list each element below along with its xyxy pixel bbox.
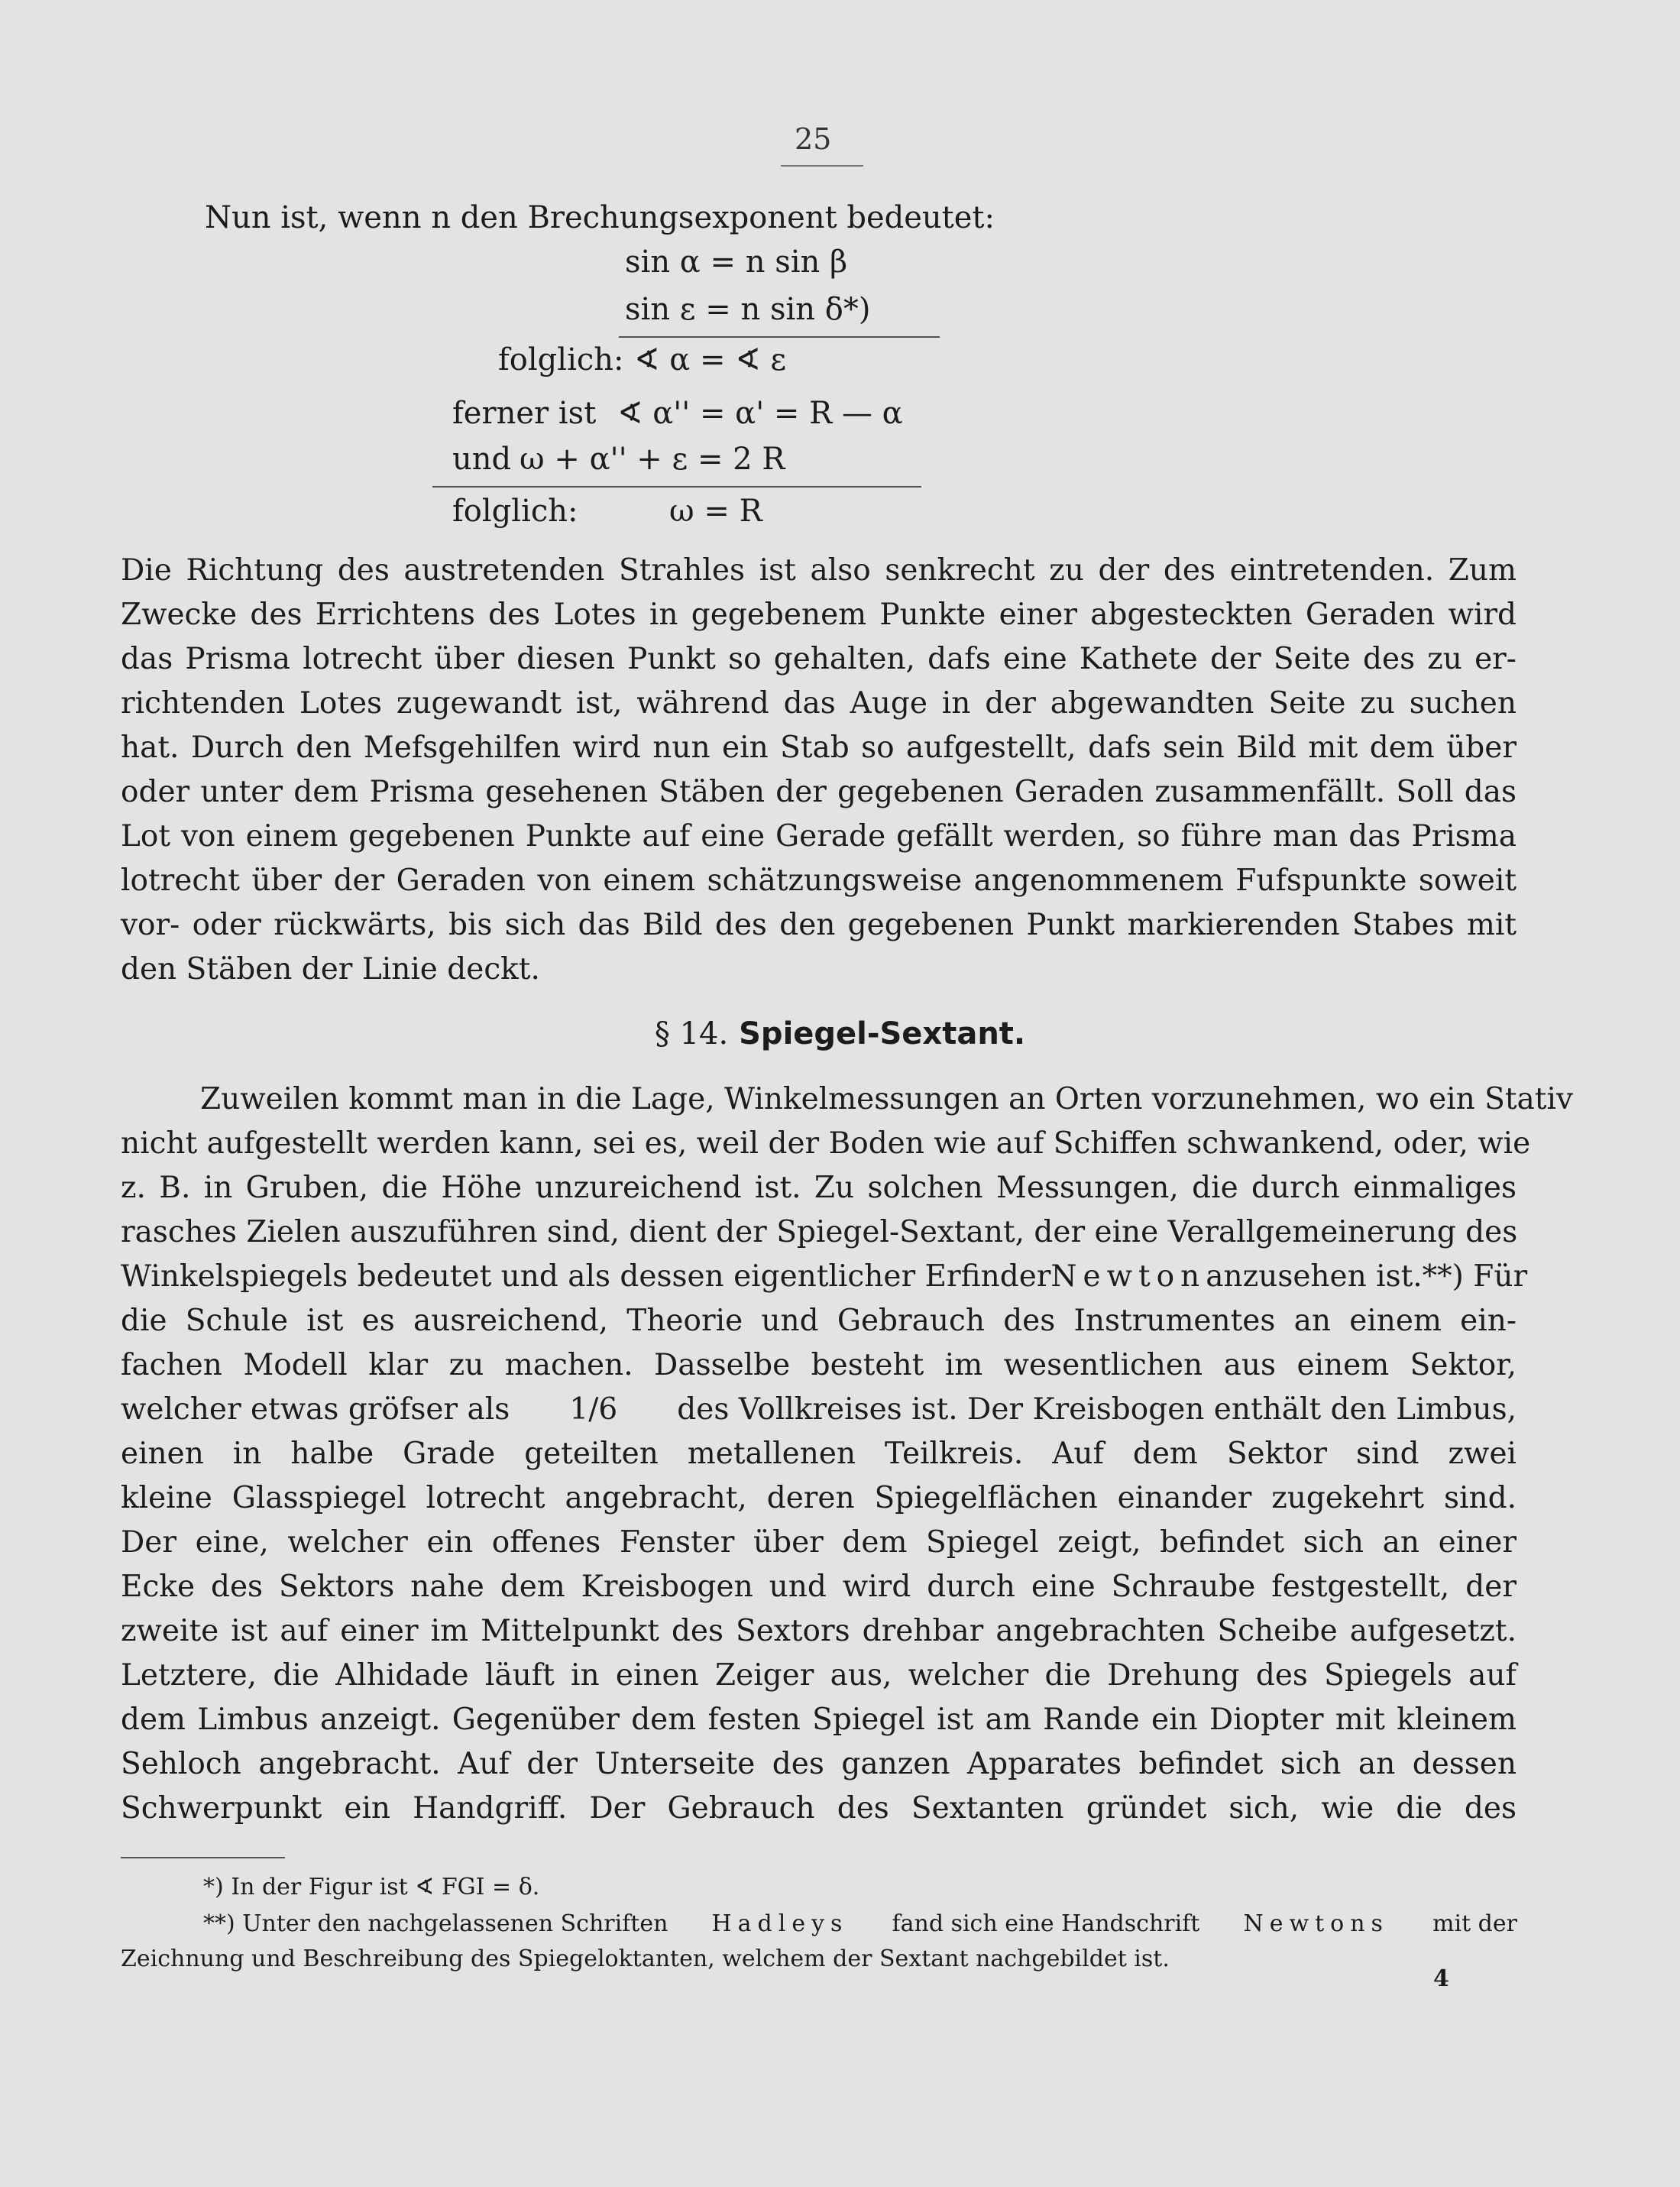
paragraph2-line: z. B. in Gruben, die Höhe unzureichend ist. Zu solchen Messungen, die durch einmaliges	[121, 1171, 1517, 1205]
paragraph1-line: richtenden Lotes zugewandt ist, während das Auge in der abgewandten Seite zu suchen	[121, 686, 1517, 721]
paragraph2-line	[121, 1255, 1528, 1299]
equation-1: sin α = n sin β	[625, 245, 848, 280]
paragraph2-line: Ecke des Sektors nahe dem Kreisbogen und wird durch eine Schraube festgestellt, der	[121, 1570, 1517, 1604]
paragraph1-line: Zwecke des Errichtens des Lotes in gegebenem Punkte einer abgesteckten Geraden wird	[121, 598, 1517, 632]
sheet-number: 4	[1433, 1965, 1449, 1992]
author-name-hadley: Hadleys	[711, 1910, 849, 1937]
page-number: 25	[795, 122, 832, 156]
equation-4-label: ferner ist	[452, 396, 597, 431]
paragraph2-segment: anzusehen ist.**) Für	[1206, 1259, 1528, 1294]
paragraph2-line: die Schule ist es ausreichend, Theorie und Gebrauch des Instrumentes an einem ein-	[121, 1304, 1517, 1338]
paragraph2-line: einen in halbe Grade geteilten metallenen Teilkreis. Auf dem Sektor sind zwei	[121, 1437, 1517, 1471]
equation-3: ∢ α = ∢ ε	[634, 342, 787, 377]
paragraph2-line: Der eine, welcher ein offenes Fenster über dem Spiegel zeigt, befindet sich an einer	[121, 1525, 1517, 1560]
intro-line: Nun ist, wenn n den Brechungsexponent bedeutet:	[205, 200, 995, 235]
paragraph1-line: hat. Durch den Mefsgehilfen wird nun ein Stab so aufgestellt, dafs sein Bild mit dem über	[121, 731, 1517, 765]
equation-rule-1	[619, 336, 940, 338]
equation-2: sin ε = n sin δ*)	[625, 292, 871, 327]
paragraph2-line: Sehloch angebracht. Auf der Unterseite des ganzen Apparates befindet sich an dessen	[121, 1747, 1517, 1781]
paragraph2-line: Letztere, die Alhidade läuft in einen Zeiger aus, welcher die Drehung des Spiegels auf	[121, 1658, 1517, 1693]
paragraph2-line: Schwerpunkt ein Handgriff. Der Gebrauch des Sextanten gründet sich, wie die des	[121, 1791, 1517, 1826]
paragraph2-line: rasches Zielen auszuführen sind, dient der Spiegel-Sextant, der eine Verallgemeinerung des	[121, 1215, 1518, 1249]
paragraph1-line: den Stäben der Linie deckt.	[121, 952, 540, 987]
section-heading	[0, 1016, 1680, 1051]
footnote-2-line-1	[203, 1910, 1517, 1937]
paragraph2-segment: des Vollkreises ist. Der Kreisbogen enthält den Limbus,	[677, 1392, 1517, 1427]
paragraph2-line: fachen Modell klar zu machen. Dasselbe besteht im wesentlichen aus einem Sektor,	[121, 1348, 1517, 1382]
paragraph2-line	[121, 1388, 1517, 1432]
footnote-2-segment: mit der	[1432, 1910, 1517, 1937]
footnote-rule	[121, 1857, 285, 1858]
section-number: § 14.	[654, 1016, 729, 1051]
author-name-newton: Newtons	[1243, 1910, 1389, 1937]
section-title: Spiegel-Sextant.	[739, 1016, 1026, 1051]
paragraph1-line: lotrecht über der Geraden von einem schätzungsweise angenommenem Fufspunkte soweit	[121, 863, 1517, 898]
paragraph2-line: Zuweilen kommt man in die Lage, Winkelmessungen an Orten vorzunehmen, wo ein Stativ	[200, 1082, 1573, 1116]
page-number-rule	[781, 165, 863, 167]
paragraph1-line: das Prisma lotrecht über diesen Punkt so gehalten, dafs eine Kathete der Seite des zu er-	[121, 642, 1517, 676]
paragraph2-line: nicht aufgestellt werden kann, sei es, weil der Boden wie auf Schiffen schwankend, oder, wie	[121, 1126, 1531, 1161]
footnote-1: *) In der Figur ist ∢ FGI = δ.	[203, 1874, 540, 1900]
footnote-2-segment: fand sich eine Handschrift	[892, 1910, 1200, 1937]
paragraph1-line: Lot von einem gegebenen Punkte auf eine Gerade gefällt werden, so führe man das Prisma	[121, 819, 1517, 854]
equation-4: ∢ α'' = α' = R — α	[617, 396, 903, 431]
paragraph1-line: vor- oder rückwärts, bis sich das Bild des den gegebenen Punkt markierenden Stabes mit	[121, 908, 1517, 942]
author-name-newton: Newton	[1050, 1259, 1206, 1294]
paragraph2-segment: welcher etwas gröfser als	[121, 1392, 510, 1427]
paragraph2-line: dem Limbus anzeigt. Gegenüber dem festen Spiegel ist am Rande ein Diopter mit kleinem	[121, 1703, 1517, 1737]
equation-5: ω + α'' + ε = 2 R	[520, 442, 785, 477]
equation-5-label: und	[452, 442, 512, 477]
equation-6-label: folglich:	[452, 494, 578, 529]
fraction-one-sixth: 1/6	[569, 1392, 618, 1427]
paragraph2-line: kleine Glasspiegel lotrecht angebracht, deren Spiegelflächen einander zugekehrt sind.	[121, 1481, 1517, 1515]
paragraph2-segment: Winkelspiegels bedeutet und als dessen eigentlicher Erfinder	[121, 1259, 1051, 1294]
paragraph1-line: Die Richtung des austretenden Strahles ist also senkrecht zu der des eintretenden. Zum	[121, 553, 1517, 588]
footnote-2-line-2: Zeichnung und Beschreibung des Spiegeloktanten, welchem der Sextant nachgebildet ist.	[121, 1946, 1170, 1972]
footnote-2-segment: **) Unter den nachgelassenen Schriften	[203, 1910, 668, 1937]
equation-6: ω = R	[669, 494, 762, 529]
equation-rule-2	[432, 486, 921, 488]
paragraph1-line: oder unter dem Prisma gesehenen Stäben der gegebenen Geraden zusammenfällt. Soll das	[121, 775, 1517, 809]
paragraph2-line: zweite ist auf einer im Mittelpunkt des Sextors drehbar angebrachten Scheibe aufgesetzt.	[121, 1614, 1517, 1648]
equation-3-label: folglich:	[498, 342, 624, 377]
